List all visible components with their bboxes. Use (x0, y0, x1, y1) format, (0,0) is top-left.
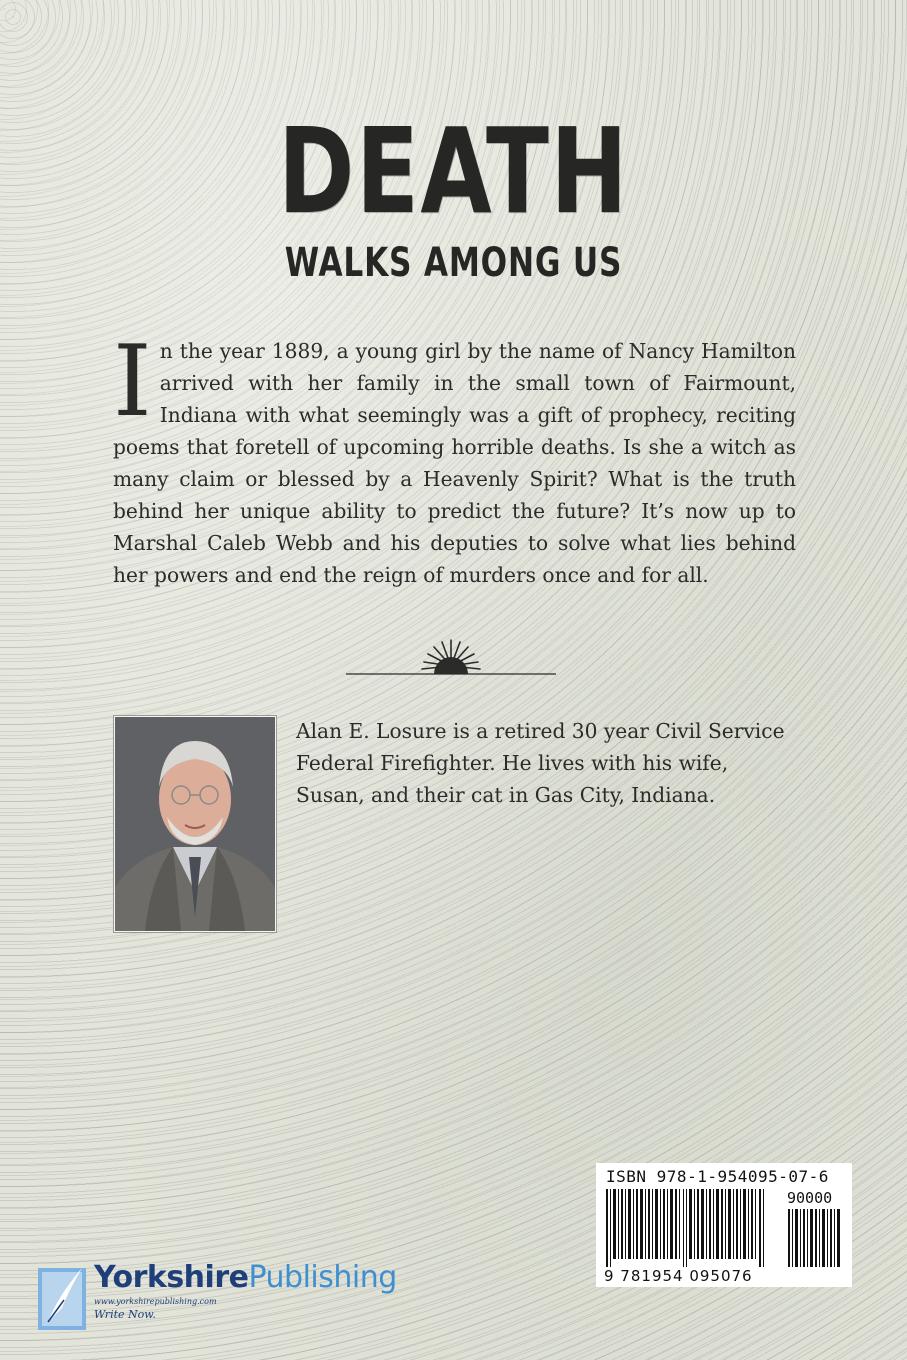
drop-cap: I (113, 325, 152, 439)
book-title: DEATH (278, 102, 629, 240)
publisher-logo (38, 1260, 418, 1334)
barcode-digits: 9 781954 095076 (604, 1267, 753, 1285)
author-photo (114, 716, 276, 932)
publisher-tagline: Write Now. (94, 1308, 156, 1321)
publisher-name (94, 1260, 397, 1295)
publisher-name-part2: Publishing (248, 1260, 397, 1295)
isbn-barcode (596, 1163, 852, 1287)
book-blurb (113, 325, 796, 591)
publisher-name-part1: Yorkshire (94, 1260, 249, 1295)
author-bio: Alan E. Losure is a retired 30 year Civil Service Federal Firefighter. He lives with his wife, Susan, and their cat in Gas City, Indiana. (296, 719, 785, 807)
sunburst-divider-icon (346, 636, 556, 682)
blurb-text: n the year 1889, a young girl by the name of Nancy Hamilton arrived with her family in the small town of Fairmount, Indiana with what seemingly was a gift of prophecy, reciting poems that foretell of upcoming horrible deaths. Is she a witch as many claim or blessed by a Heavenly Spirit? What is the truth behind her unique ability to predict the future? It’s now up to Marshal Caleb Webb and his deputies to solve what lies behind her powers and end the reign of murders once and for all. (113, 339, 796, 587)
isbn-label: ISBN 978-1-954095-07-6 (606, 1167, 829, 1186)
author-portrait-icon (115, 717, 275, 931)
title-block (0, 102, 907, 286)
book-subtitle: WALKS AMONG US (284, 240, 623, 286)
publisher-url: www.yorkshirepublishing.com (94, 1297, 217, 1306)
publisher-quill-icon (38, 1262, 90, 1332)
isbn-addon-code: 90000 (787, 1189, 833, 1207)
